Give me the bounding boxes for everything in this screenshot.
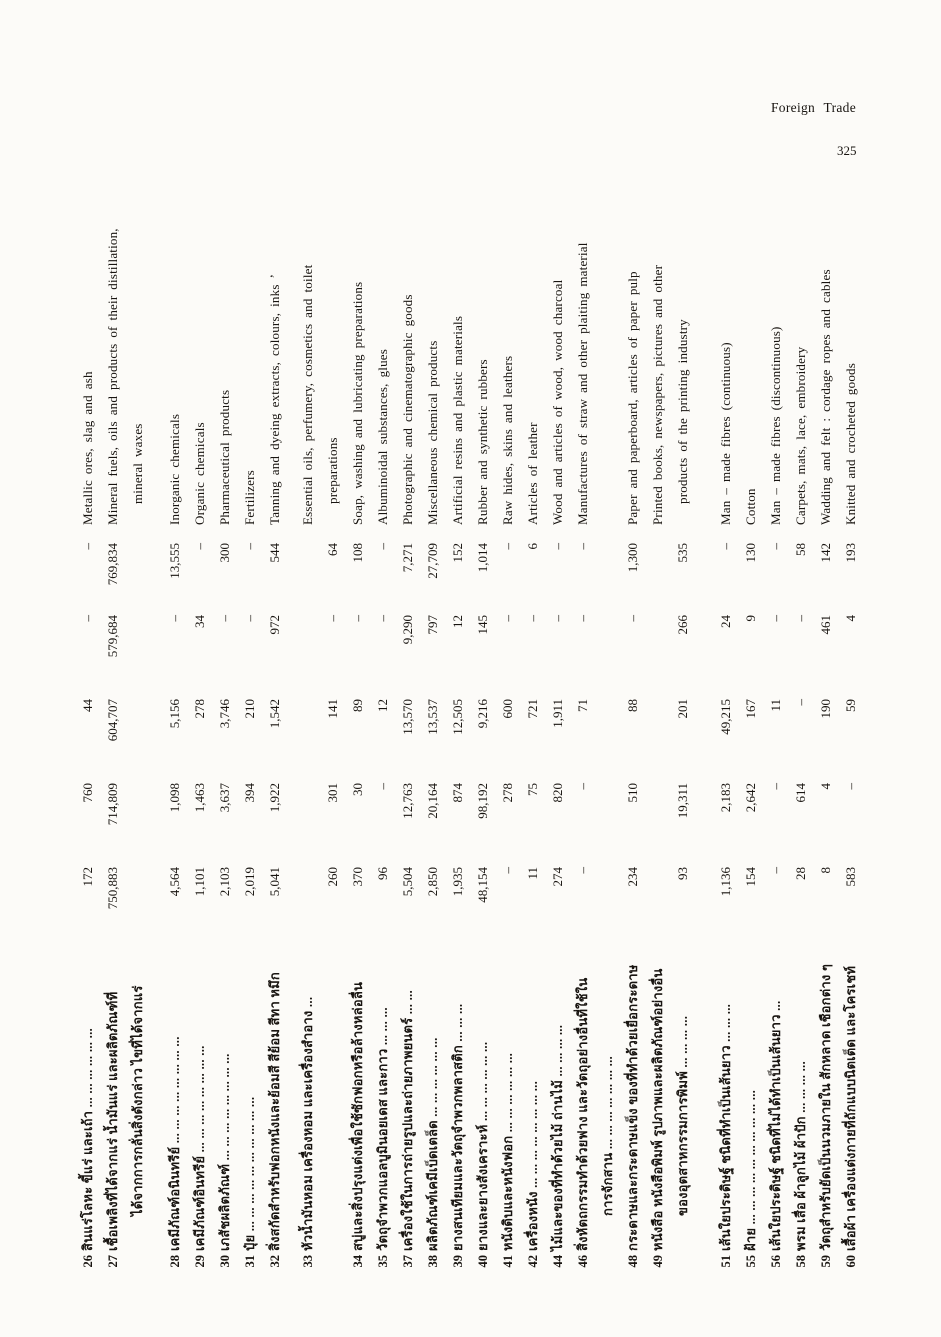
value-col-4: – bbox=[325, 615, 340, 622]
value-col-1: 93 bbox=[675, 867, 690, 880]
value-col-3: 3,746 bbox=[217, 699, 232, 729]
value-col-1: 96 bbox=[375, 867, 390, 880]
value-col-4: 9 bbox=[743, 615, 758, 622]
value-col-5: – bbox=[375, 543, 390, 550]
table-line bbox=[422, 0, 444, 1337]
value-col-1: 5,041 bbox=[267, 867, 282, 897]
thai-description: ผลิตภัณฑ์เคมีเบ็ดเตล็ด ... ... ... ... ... ... bbox=[425, 1037, 440, 1251]
value-col-1: 1,101 bbox=[192, 867, 207, 897]
value-col-1: 154 bbox=[743, 867, 758, 887]
value-col-5: – bbox=[500, 543, 515, 550]
value-col-1: 11 bbox=[525, 867, 540, 880]
value-col-2: – bbox=[843, 783, 858, 790]
value-col-1: 2,103 bbox=[217, 867, 232, 897]
value-col-3: 12 bbox=[375, 699, 390, 712]
english-description: Wood and articles of wood, wood charcoal bbox=[550, 279, 565, 525]
value-col-5: 544 bbox=[267, 543, 282, 563]
thai-description: เชื้อเพลิงที่ได้จากแร่ น้ำมันแร่ และผลิตภัณฑ์ที่ bbox=[105, 991, 120, 1251]
row-number: 51 bbox=[719, 1255, 733, 1268]
row-number: 56 bbox=[769, 1255, 783, 1268]
english-description: Metallic ores, slag and ash bbox=[80, 371, 95, 525]
english-description: mineral waxes bbox=[130, 423, 145, 504]
table-line bbox=[740, 0, 762, 1337]
row-number: 38 bbox=[426, 1255, 440, 1268]
value-col-1: 5,504 bbox=[400, 867, 415, 897]
value-col-1: 274 bbox=[550, 867, 565, 887]
table-line bbox=[497, 0, 519, 1337]
thai-description: ปุ๋ย ... ... ... ... ... ... ... ... ... ... bbox=[242, 1096, 257, 1251]
thai-description: ยางและยางสังเคราะห์ ... ... ... ... ... ... bbox=[475, 1041, 490, 1251]
value-col-2: 12,763 bbox=[400, 783, 415, 819]
value-col-3: 190 bbox=[818, 699, 833, 719]
value-col-4: – bbox=[217, 615, 232, 622]
value-col-3: 210 bbox=[242, 699, 257, 719]
thai-description: หนังสือ หนังสือพิมพ์ รูปภาพและผลิตภัณฑ์อย่างอื่น bbox=[650, 968, 665, 1251]
english-description: Wadding and felt : cordage ropes and cables bbox=[818, 269, 833, 525]
value-col-3: 59 bbox=[843, 699, 858, 712]
value-col-1: 370 bbox=[350, 867, 365, 887]
value-col-3: 1,911 bbox=[550, 699, 565, 728]
value-col-4: 266 bbox=[675, 615, 690, 635]
english-description: Printed books, newspapers, pictures and other bbox=[650, 264, 665, 525]
table-line bbox=[522, 0, 544, 1337]
row-number: 27 bbox=[106, 1255, 120, 1268]
table-line bbox=[597, 0, 619, 1337]
value-col-4: 972 bbox=[267, 615, 282, 635]
english-description: Articles of leather bbox=[525, 422, 540, 525]
row-number: 44 bbox=[551, 1255, 565, 1268]
english-description: Raw hides, skins and leathers bbox=[500, 355, 515, 525]
english-description: Miscellaneous chemical products bbox=[425, 340, 440, 525]
value-col-4: 34 bbox=[192, 615, 207, 628]
thai-description: เสื้อผ้า เครื่องแต่งกายที่ถักแบบนิตเต็ด และโครเชท์ bbox=[843, 965, 858, 1251]
value-col-4: 461 bbox=[818, 615, 833, 635]
value-col-2: 394 bbox=[242, 783, 257, 803]
thai-description: สิ่งสกัดสำหรับฟอกหนังและย้อมสี สีย้อม สีทา หมึก bbox=[267, 971, 282, 1251]
thai-description: ของอุตสาหกรรมการพิมพ์ ... ... ... ... bbox=[675, 1015, 690, 1216]
value-col-5: – bbox=[575, 543, 590, 550]
row-number: 29 bbox=[193, 1255, 207, 1268]
running-head: Foreign Trade bbox=[771, 100, 857, 115]
thai-description: หัวน้ำมันหอม เครื่องหอม และเครื่องสำอาง ... bbox=[300, 996, 315, 1251]
english-description: Fertilizers bbox=[242, 470, 257, 525]
value-col-5: 7,271 bbox=[400, 543, 415, 573]
row-number: 32 bbox=[268, 1255, 282, 1268]
thai-description: เภสัชผลิตภัณฑ์ ... ... ... ... ... ... ... ... bbox=[217, 1053, 232, 1251]
value-col-2: 1,098 bbox=[167, 783, 182, 813]
value-col-1: 28 bbox=[793, 867, 808, 880]
thai-description: เคมีภัณฑ์อินทรีย์ ... ... ... ... ... ... ... ... bbox=[192, 1045, 207, 1251]
table-line bbox=[647, 0, 669, 1337]
thai-description: การจักสาน ... ... ... ... ... ... ... bbox=[600, 1056, 615, 1216]
row-number: 37 bbox=[401, 1255, 415, 1268]
value-col-4: – bbox=[80, 615, 95, 622]
row-number: 58 bbox=[794, 1255, 808, 1268]
value-col-2: – bbox=[768, 783, 783, 790]
value-col-1: 2,850 bbox=[425, 867, 440, 897]
value-col-2: 714,809 bbox=[105, 783, 120, 826]
value-col-2: 4 bbox=[818, 783, 833, 790]
value-col-3: 278 bbox=[192, 699, 207, 719]
value-col-4: 9,290 bbox=[400, 615, 415, 645]
value-col-2: 75 bbox=[525, 783, 540, 796]
english-description: Tanning and dyeing extracts, colours, inks ’ bbox=[267, 273, 282, 525]
value-col-1: 4,564 bbox=[167, 867, 182, 897]
table-line bbox=[164, 0, 186, 1337]
value-col-5: 108 bbox=[350, 543, 365, 563]
value-col-3: 12,505 bbox=[450, 699, 465, 735]
row-number: 40 bbox=[476, 1255, 490, 1268]
thai-description: ยางสนเทียมและวัตถุจำพวกพลาสติก ... ... ... bbox=[450, 1003, 465, 1251]
value-col-2: 30 bbox=[350, 783, 365, 796]
value-col-3: 49,215 bbox=[718, 699, 733, 735]
table-line bbox=[572, 0, 594, 1337]
english-description: products of the printing industry bbox=[675, 319, 690, 504]
value-col-3: 89 bbox=[350, 699, 365, 712]
row-number: 48 bbox=[626, 1255, 640, 1268]
value-col-5: 300 bbox=[217, 543, 232, 563]
thai-description: สิ่งหัตถกรรมทำด้วยฟาง และวัตถุอย่างอื่นที่ใช้ใน bbox=[575, 977, 590, 1251]
english-description: Knitted and crocheted goods bbox=[843, 363, 858, 525]
value-col-2: 301 bbox=[325, 783, 340, 803]
value-col-2: 2,642 bbox=[743, 783, 758, 813]
value-col-2: 19,311 bbox=[675, 783, 690, 819]
value-col-1: 260 bbox=[325, 867, 340, 887]
value-col-3: 141 bbox=[325, 699, 340, 719]
thai-description: ไม้และของที่ทำด้วยไม้ ถ่านไม้ ... ... ... ... bbox=[550, 1024, 565, 1251]
value-col-3: 13,537 bbox=[425, 699, 440, 735]
value-col-3: 167 bbox=[743, 699, 758, 719]
table-line bbox=[189, 0, 211, 1337]
value-col-3: 71 bbox=[575, 699, 590, 712]
value-col-2: – bbox=[575, 783, 590, 790]
value-col-5: – bbox=[80, 543, 95, 550]
english-description: Pharmaceutical products bbox=[217, 389, 232, 525]
value-col-1: 1,136 bbox=[718, 867, 733, 897]
thai-description: สินแร่โลหะ ขี้แร่ และเถ้า ... ... ... ... ... ... bbox=[80, 1028, 95, 1251]
value-col-3: 201 bbox=[675, 699, 690, 719]
english-description: Essential oils, perfumery, cosmetics and toilet bbox=[300, 264, 315, 525]
value-col-1: 750,883 bbox=[105, 867, 120, 910]
english-description: Albuminoidal substances, glues bbox=[375, 348, 390, 525]
english-description: Rubber and synthetic rubbers bbox=[475, 359, 490, 525]
thai-description: เคมีภัณฑ์อนินทรีย์ ... ... ... ... ... ... ... ... bbox=[167, 1036, 182, 1251]
value-col-5: – bbox=[550, 543, 565, 550]
value-col-5: 6 bbox=[525, 543, 540, 550]
english-description: Paper and paperboard, articles of paper pulp bbox=[625, 271, 640, 525]
thai-description: เครื่องใช้ในการถ่ายรูปและถ่ายภาพยนตร์ ... ... bbox=[400, 990, 415, 1251]
value-col-2: 614 bbox=[793, 783, 808, 803]
value-col-3: 1,542 bbox=[267, 699, 282, 729]
value-col-2: 820 bbox=[550, 783, 565, 803]
value-col-4: 4 bbox=[843, 615, 858, 622]
value-col-5: 130 bbox=[743, 543, 758, 563]
table-line bbox=[715, 0, 737, 1337]
table-line bbox=[347, 0, 369, 1337]
thai-description: เครื่องหนัง ... ... ... ... ... ... ... ... bbox=[525, 1080, 540, 1251]
value-col-5: 13,555 bbox=[167, 543, 182, 579]
value-col-4: – bbox=[350, 615, 365, 622]
value-col-3: 5,156 bbox=[167, 699, 182, 729]
value-col-4: – bbox=[167, 615, 182, 622]
value-col-4: 145 bbox=[475, 615, 490, 635]
value-col-3: 9,216 bbox=[475, 699, 490, 729]
row-number: 55 bbox=[744, 1255, 758, 1268]
value-col-4: – bbox=[375, 615, 390, 622]
value-col-2: 874 bbox=[450, 783, 465, 803]
value-col-2: 1,463 bbox=[192, 783, 207, 813]
value-col-5: 142 bbox=[818, 543, 833, 563]
value-col-4: 797 bbox=[425, 615, 440, 635]
english-description: Man – made fibres (continuous) bbox=[718, 342, 733, 525]
value-col-5: 1,300 bbox=[625, 543, 640, 573]
value-col-3: 721 bbox=[525, 699, 540, 719]
value-col-4: 579,684 bbox=[105, 615, 120, 658]
value-col-5: 58 bbox=[793, 543, 808, 556]
row-number: 28 bbox=[168, 1255, 182, 1268]
value-col-5: 27,709 bbox=[425, 543, 440, 579]
value-col-2: 510 bbox=[625, 783, 640, 803]
table-line bbox=[790, 0, 812, 1337]
value-col-4: – bbox=[500, 615, 515, 622]
thai-description: สบู่และสิ่งปรุงแต่งเพื่อใช้ซักฟอกหรือล้างหล่อลื่น bbox=[350, 981, 365, 1251]
row-number: 31 bbox=[243, 1255, 257, 1268]
value-col-1: 234 bbox=[625, 867, 640, 887]
value-col-2: 1,922 bbox=[267, 783, 282, 813]
row-number: 41 bbox=[501, 1255, 515, 1268]
english-description: Soap, washing and lubricating preparations bbox=[350, 281, 365, 525]
thai-description: กระดาษและกระดาษแข็ง ของที่ทำด้วยเยื่อกระดาษ bbox=[625, 964, 640, 1251]
page-number: 325 bbox=[837, 143, 857, 158]
table-line bbox=[214, 0, 236, 1337]
english-description: Carpets, mats, lace, embroidery bbox=[793, 346, 808, 525]
english-description: Manufactures of straw and other plaiting material bbox=[575, 242, 590, 525]
thai-description: ฝ้าย ... ... ... ... ... ... ... ... ... ... bbox=[743, 1089, 758, 1251]
value-col-1: – bbox=[575, 867, 590, 874]
value-col-4: 12 bbox=[450, 615, 465, 628]
table-line bbox=[447, 0, 469, 1337]
row-number: 49 bbox=[651, 1255, 665, 1268]
table-line bbox=[472, 0, 494, 1337]
value-col-3: 44 bbox=[80, 699, 95, 712]
english-description: Photographic and cinematographic goods bbox=[400, 294, 415, 525]
row-number: 42 bbox=[526, 1255, 540, 1268]
table-line bbox=[127, 0, 149, 1337]
value-col-1: 1,935 bbox=[450, 867, 465, 897]
value-col-1: 172 bbox=[80, 867, 95, 887]
value-col-5: 64 bbox=[325, 543, 340, 556]
value-col-5: 535 bbox=[675, 543, 690, 563]
value-col-2: 2,183 bbox=[718, 783, 733, 813]
english-description: Man – made fibres (discontinuous) bbox=[768, 326, 783, 525]
table-line bbox=[672, 0, 694, 1337]
row-number: 33 bbox=[301, 1255, 315, 1268]
value-col-4: – bbox=[242, 615, 257, 622]
value-col-5: – bbox=[768, 543, 783, 550]
table-line bbox=[322, 0, 344, 1337]
english-description: Cotton bbox=[743, 488, 758, 525]
english-description: Artificial resins and plastic materials bbox=[450, 315, 465, 525]
value-col-3: 88 bbox=[625, 699, 640, 712]
value-col-3: 604,707 bbox=[105, 699, 120, 742]
value-col-4: – bbox=[793, 615, 808, 622]
table-line bbox=[765, 0, 787, 1337]
value-col-4: 24 bbox=[718, 615, 733, 628]
value-col-3: 11 bbox=[768, 699, 783, 712]
value-col-3: 13,570 bbox=[400, 699, 415, 735]
english-description: preparations bbox=[325, 437, 340, 504]
english-description: Mineral fuels, oils and products of their distillation, bbox=[105, 228, 120, 525]
value-col-2: – bbox=[375, 783, 390, 790]
row-number: 39 bbox=[451, 1255, 465, 1268]
value-col-3: – bbox=[793, 699, 808, 706]
value-col-1: – bbox=[768, 867, 783, 874]
value-col-2: 760 bbox=[80, 783, 95, 803]
value-col-3: 600 bbox=[500, 699, 515, 719]
thai-description: ได้จากการกลั่นสิ่งดังกล่าว ไขที่ได้จากแร่ bbox=[130, 985, 145, 1216]
value-col-5: – bbox=[718, 543, 733, 550]
thai-description: หนังดิบและหนังฟอก ... ... ... ... ... ... bbox=[500, 1052, 515, 1251]
value-col-1: 48,154 bbox=[475, 867, 490, 903]
row-number: 34 bbox=[351, 1255, 365, 1268]
row-number: 46 bbox=[576, 1255, 590, 1268]
thai-description: เส้นใยประดิษฐ์ ชนิดที่ไม่ได้ทำเป็นเส้นยาว ... bbox=[768, 1000, 783, 1251]
value-col-1: – bbox=[500, 867, 515, 874]
value-col-5: 152 bbox=[450, 543, 465, 563]
thai-description: วัตถุจำพวกแอลบูมินอยเดส และกาว ... ... ... bbox=[375, 1007, 390, 1251]
value-col-4: – bbox=[550, 615, 565, 622]
value-col-4: – bbox=[768, 615, 783, 622]
value-col-4: – bbox=[525, 615, 540, 622]
table-line bbox=[815, 0, 837, 1337]
row-number: 26 bbox=[81, 1255, 95, 1268]
table-line bbox=[372, 0, 394, 1337]
value-col-5: – bbox=[192, 543, 207, 550]
value-col-5: 1,014 bbox=[475, 543, 490, 573]
value-col-2: 20,164 bbox=[425, 783, 440, 819]
table-line bbox=[840, 0, 862, 1337]
table-line bbox=[77, 0, 99, 1337]
value-col-4: – bbox=[625, 615, 640, 622]
table-line bbox=[397, 0, 419, 1337]
value-col-2: 278 bbox=[500, 783, 515, 803]
value-col-2: 3,637 bbox=[217, 783, 232, 813]
english-description: Organic chemicals bbox=[192, 422, 207, 525]
row-number: 35 bbox=[376, 1255, 390, 1268]
value-col-1: 583 bbox=[843, 867, 858, 887]
value-col-5: 769,834 bbox=[105, 543, 120, 586]
value-col-1: 8 bbox=[818, 867, 833, 874]
value-col-1: 2,019 bbox=[242, 867, 257, 897]
row-number: 60 bbox=[844, 1255, 858, 1268]
thai-description: เส้นใยประดิษฐ์ ชนิดที่ทำเป็นเส้นยาว ... ... ... bbox=[718, 1003, 733, 1251]
value-col-5: – bbox=[242, 543, 257, 550]
value-col-2: 98,192 bbox=[475, 783, 490, 819]
table-line bbox=[102, 0, 124, 1337]
table-line bbox=[264, 0, 286, 1337]
thai-description: พรม เสื่อ ผ้าลูกไม้ ผ้าปัก ... ... ... ... bbox=[793, 1061, 808, 1251]
table-line bbox=[622, 0, 644, 1337]
table-line bbox=[547, 0, 569, 1337]
english-description: Inorganic chemicals bbox=[167, 413, 182, 525]
row-number: 30 bbox=[218, 1255, 232, 1268]
value-col-4: – bbox=[575, 615, 590, 622]
value-col-5: 193 bbox=[843, 543, 858, 563]
row-number: 59 bbox=[819, 1255, 833, 1268]
thai-description: วัตถุสำหรับยัดเป็นนวมภายใน สักหลาด เชือกต่าง ๆ bbox=[818, 963, 833, 1251]
table-line bbox=[297, 0, 319, 1337]
table-line bbox=[239, 0, 261, 1337]
